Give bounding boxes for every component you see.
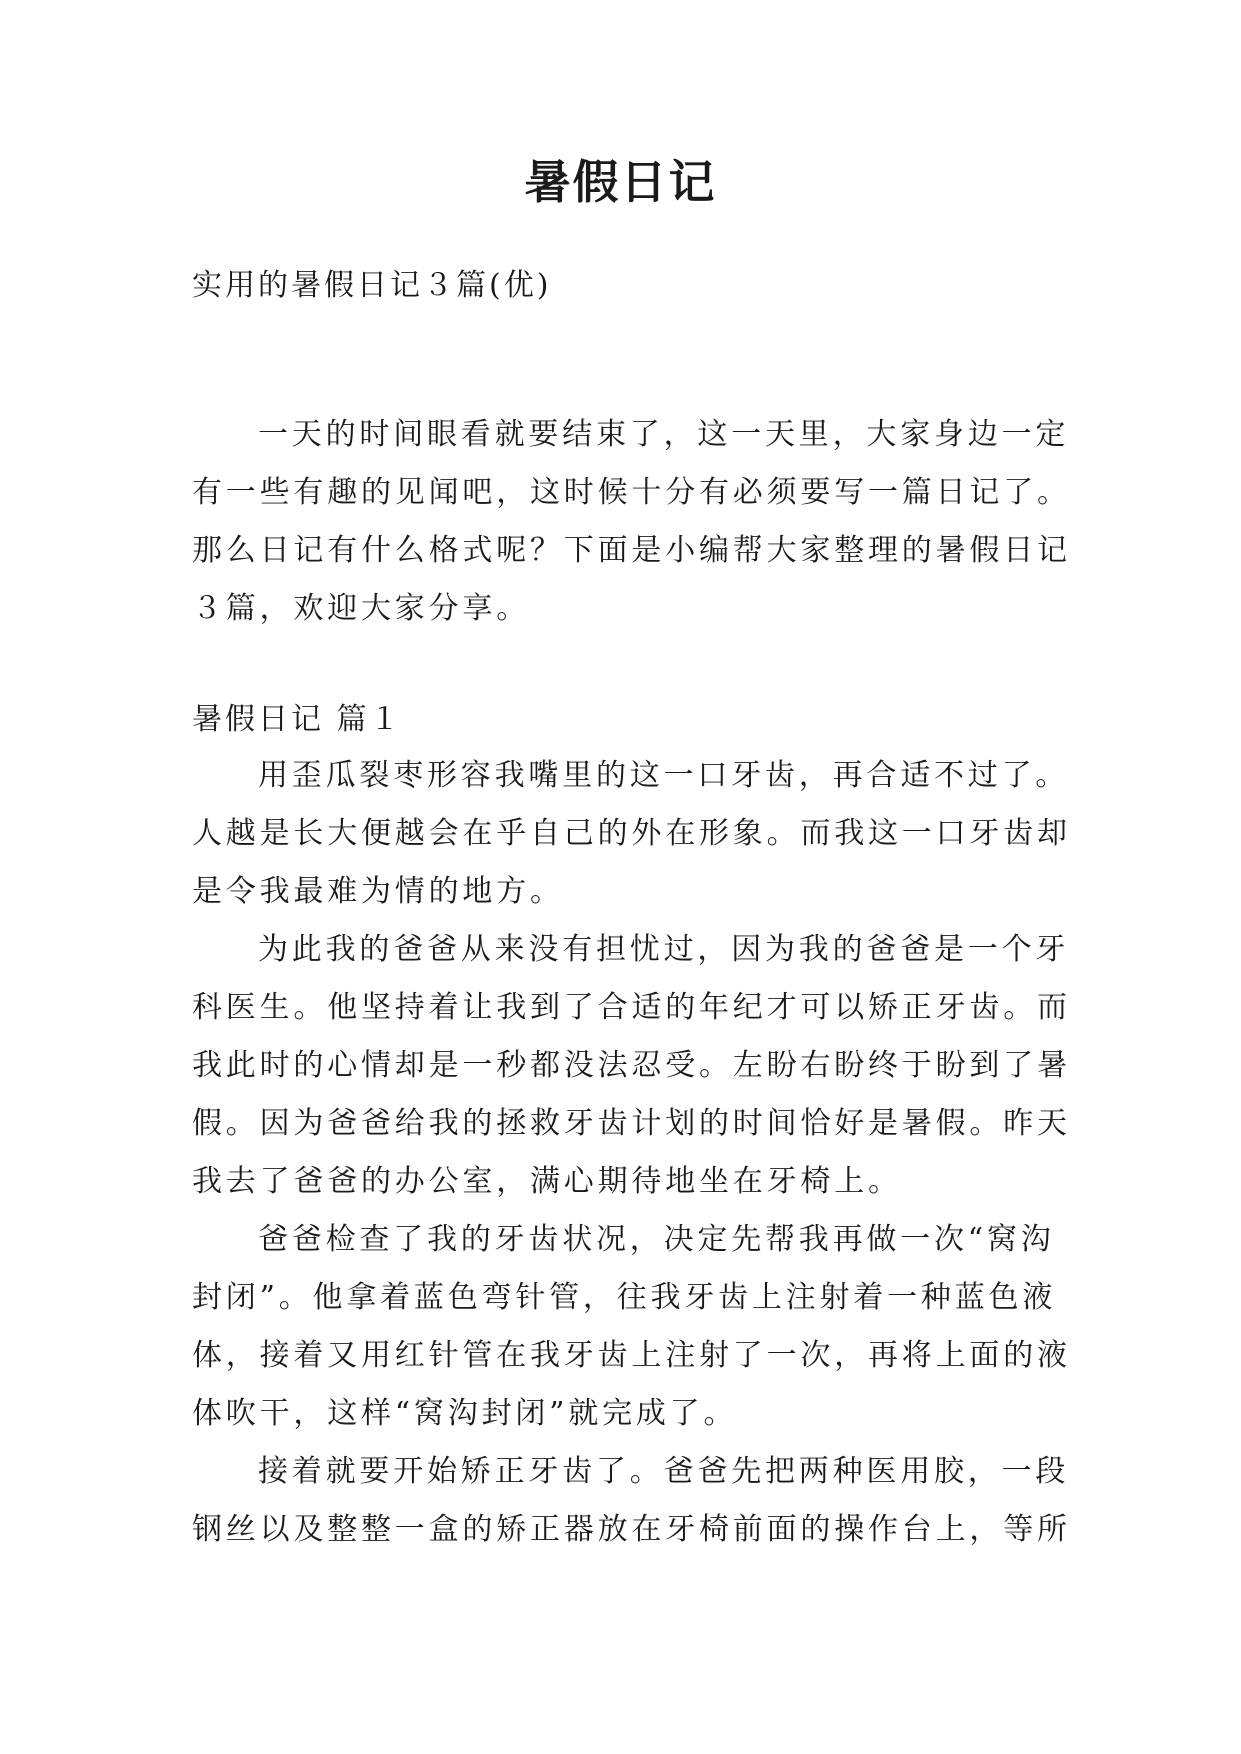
body-paragraph-4: 接着就要开始矫正牙齿了。爸爸先把两种医用胶，一段钢丝以及整整一盒的矫正器放在牙椅前面的操作台上，等所 [192,1454,1071,1547]
body-paragraph-1: 用歪瓜裂枣形容我嘴里的这一口牙齿，再合适不过了。人越是长大便越会在乎自己的外在形象。而我这一口牙齿却是令我最难为情的地方。 [192,758,1071,909]
section-body [192,747,1072,1559]
intro-paragraph: 一天的时间眼看就要结束了，这一天里，大家身边一定有一些有趣的见闻吧，这时候十分有必须要写一篇日记了。那么日记有什么格式呢？下面是小编帮大家整理的暑假日记３篇，欢迎大家分享。 [192,417,1071,626]
section-heading: 暑假日记 篇１ [192,702,403,737]
document-subtitle: 实用的暑假日记３篇(优) [192,268,552,303]
intro-block [192,406,1072,638]
body-paragraph-3: 爸爸检查了我的牙齿状况，决定先帮我再做一次“窝沟封闭”。他拿着蓝色弯针管，往我牙齿上注射着一种蓝色液体，接着又用红针管在我牙齿上注射了一次，再将上面的液体吹干，这样“窝沟封闭”就完成了。 [192,1222,1071,1431]
document-title: 暑假日记 [524,155,717,209]
body-paragraph-2: 为此我的爸爸从来没有担忧过，因为我的爸爸是一个牙科医生。他坚持着让我到了合适的年纪才可以矫正牙齿。而我此时的心情却是一秒都没法忍受。左盼右盼终于盼到了暑假。因为爸爸给我的拯救牙齿计划的时间恰好是暑假。昨天我去了爸爸的办公室，满心期待地坐在牙椅上。 [192,932,1071,1199]
